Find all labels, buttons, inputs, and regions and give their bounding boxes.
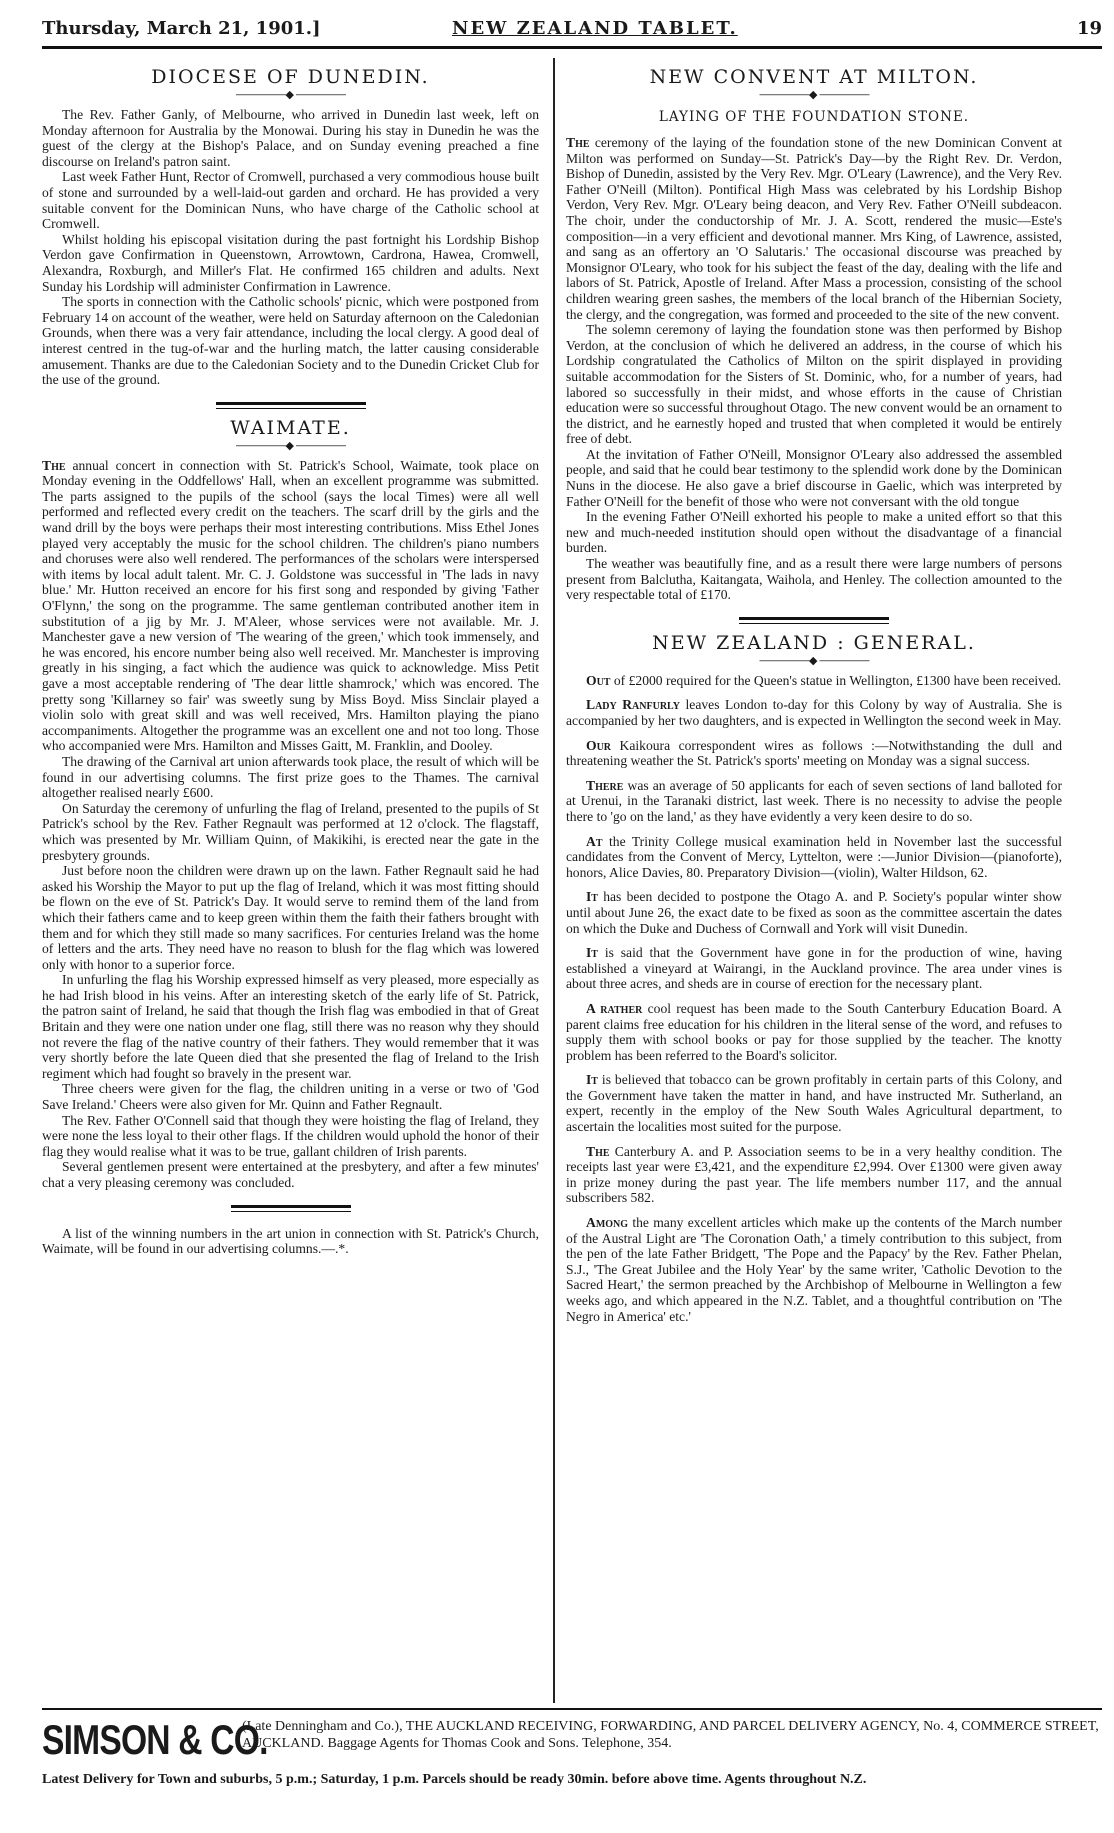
news-item xyxy=(566,834,1062,881)
ornament-divider: ————— ◆ ————— xyxy=(566,654,1062,667)
article-paragraph: The drawing of the Carnival art union afterwards took place, the result of which will be found in our advertising columns. The first prize goes to the Thames. The carnival altogether realised nearly £600. xyxy=(42,753,539,801)
article-heading-milton: NEW CONVENT AT MILTON. xyxy=(649,66,979,88)
article-paragraph: On Saturday the ceremony of unfurling the flag of Ireland, presented to the pupils of St Patrick's school by the Rev. Father Regnault was performed at 12 o'clock. The flagstaff, which was presented by Mr. William Quinn, of Makikihi, is erected near the gate in the presbytery grounds. xyxy=(42,800,539,863)
news-item xyxy=(566,1001,1062,1063)
news-item xyxy=(566,738,1062,769)
lead-word: The xyxy=(586,1143,610,1159)
article-paragraph: The Rev. Father O'Connell said that though they were hoisting the flag of Ireland, they were none the less loyal to their other flags. If the children would uphold the honor of their flag they would realise what it was to be true, gallant children of Irish parents. xyxy=(42,1112,539,1159)
right-column xyxy=(566,58,1062,1703)
item-spacer xyxy=(566,992,1062,1001)
news-item xyxy=(566,1144,1062,1206)
page-number: 19 xyxy=(1076,18,1102,39)
item-spacer xyxy=(566,1063,1062,1072)
advertiser-name: SIMSON & CO. xyxy=(42,1716,268,1763)
lead-word: There xyxy=(586,777,624,793)
news-text: Kaikoura correspondent wires as follows :—Notwithstanding the dull and threatening weather the St. Patrick's sports' meeting on Monday was a signal success. xyxy=(566,737,1062,769)
lead-word: It xyxy=(586,1072,598,1088)
news-text: the many excellent articles which make up the contents of the March number of the Austral Light are 'The Coronation Oath,' a timely contribution to this subject, from the pen of the late Father Bridgett, 'The Pope and the Papacy' by the Rev. Father Phelan, S.J., 'The Great Jubilee and the Holy Year' by the same writer, 'Catholic Devotion to the Sacred Heart,' the sermon preached by the Archbishop of Melbourne in Wellington a few weeks ago, and which appeared in the N.Z. Tablet, and a thoughtful contribution on 'The Negro in America' etc.' xyxy=(566,1215,1062,1324)
item-spacer xyxy=(566,825,1062,834)
item-spacer xyxy=(566,936,1062,945)
article-paragraph: At the invitation of Father O'Neill, Monsignor O'Leary also addressed the assembled people, and said that he could bear testimony to the splendid work done by the Dominican Nuns in the diocese. He also gave a brief discourse in Gaelic, which was interpreted by Father O'Neill for the benefit of those who were not conversant with the old tongue xyxy=(566,446,1062,509)
section-rule xyxy=(231,1205,351,1212)
issue-date: Thursday, March 21, 1901.] xyxy=(42,18,321,39)
news-text: the Trinity College musical examination held in November last the successful candidates from the Convent of Mercy, Lyttelton, were :—Junior Division—(pianoforte), honors, Alice Davies, 80. Preparatory Division—(violin), Walter Hildson, 62. xyxy=(566,833,1062,880)
news-item xyxy=(566,697,1062,728)
masthead xyxy=(42,12,1102,49)
paragraph-text: ceremony of the laying of the foundation stone of the new Dominican Convent at Milton was performed on Sunday—St. Patrick's Day—by the Right Rev. Dr. Verdon, Bishop of Dunedin, assisted by the Very Rev. Mgr. O'Leary (Lawrence), and the Very Rev. Father O'Neill (Milton). Pontifical High Mass was celebrated by his Lordship Bishop Verdon, Very Rev. Mgr. O'Leary being deacon, and Very Rev. Father O'Neill subdeacon. The choir, under the conductorship of Mr. J. A. Scott, rendered the music—Este's composition—in a very efficient and devotional manner. Mrs King, of Lawrence, assisted, and sang as an offertory an 'O Salutaris.' The occasional discourse was preached by Monsignor O'Leary, who took for his subject the feast of the day, dealing with the life and labors of St. Patrick, Apostle of Ireland. After Mass a procession, consisting of the school children wearing green sashes, the members of the local branch of the Hibernian Society, the clergy, and the congregation, was formed and proceeded to the site of the new convent. xyxy=(566,135,1062,322)
item-spacer xyxy=(566,880,1062,889)
ornament-divider: ————— ◆ ————— xyxy=(566,88,1062,101)
lead-word: The xyxy=(42,457,66,473)
item-spacer xyxy=(566,688,1062,697)
article-paragraph: Several gentlemen present were entertained at the presbytery, and after a few minutes' chat a very pleasing ceremony was concluded. xyxy=(42,1159,539,1190)
column-divider xyxy=(553,58,555,1703)
lead-word: Lady Ranfurly xyxy=(586,697,681,713)
paragraph-text: annual concert in connection with St. Patrick's School, Waimate, took place on Monday evening in the Oddfellows' Hall, when an excellent programme was submitted. The parts assigned to the pupils of the school (says the local Times) were all well performed and reflected every credit on the teachers. The scarf drill by the girls and the wand drill by the boys were perhaps their most interesting contributions. Miss Ethel Jones played very acceptably the music for the school children. The children's piano numbers and choruses were also well rendered. The performances of the scholars were interspersed with items by local adult talent. Mr. C. J. Goldstone was successful in 'The lads in navy blue.' Mr. Hutton received an encore for his first song and responded by giving 'Father O'Flynn,' the song on the programme. The same gentleman contributed another item in substitution of a jig by Mr. J. M'Aleer, whose services were not available. Mr. J. Manchester gave a new version of 'The wearing of the green,' which took immensely, and he was encored, his encore number being also well received. Mr. Manchester is improving greatly in his singing, a fact which the audience was quick to acknowledge. Miss Petit gave a most acceptable rendering of 'The dear little shamrock,' which was encored. The pretty song 'Killarney so fair' was sweetly sung by Miss Boyd. Miss Sinclair played a violin solo with great skill and was well received, Mrs. Hamilton playing the piano accompaniments. Altogether the programme was an excellent one and not too long. Those who accompanied were Mrs. Hamilton and Misses Gaitt, M. Franklin, and Dooley. xyxy=(42,457,539,754)
article-paragraph: Three cheers were given for the flag, the children uniting in a verse or two of 'God Save Ireland.' Cheers were also given for Mr. Quinn and Father Regnault. xyxy=(42,1081,539,1113)
item-spacer xyxy=(566,1206,1062,1215)
news-text: was an average of 50 applicants for each of seven sections of land balloted for at Urenui, in the Taranaki district, last week. There is no necessity to advise the people there to 'go on the land,' as they have evidently a very keen desire to do so. xyxy=(566,777,1062,824)
delivery-notice: Latest Delivery for Town and suburbs, 5 p.m.; Saturday, 1 p.m. Parcels should be ready 30min. before above time. Agents throughout N.Z. xyxy=(42,1772,867,1787)
article-subheading: LAYING OF THE FOUNDATION STONE. xyxy=(658,109,970,125)
article-paragraph: The sports in connection with the Catholic schools' picnic, which were postponed from February 14 on account of the weather, were held on Saturday afternoon on the Caledonian Grounds, when there was a very fair attendance, including the local clergy. A good deal of interest centred in the tug-of-war and the hurling match, the latter causing considerable amusement. Thanks are due to the Caledonian Society and to the Dunedin Cricket Club for the use of the ground. xyxy=(42,294,539,388)
lead-word: Our xyxy=(586,737,612,753)
article-paragraph: The solemn ceremony of laying the foundation stone was then performed by Bishop Verdon, at the conclusion of which he delivered an address, in the course of which his Lordship congratulated the Catholics of Milton on the spirit displayed in providing suitable accommodation for the Sisters of St. Dominic, who, for a number of years, had labored so successfully in their midst, and whose efforts in the cause of Christian education were so successful throughout Otago. The new convent would be an ornament to the district, and he earnestly hoped and trusted that when completed it would be entirely free of debt. xyxy=(566,322,1062,447)
news-text: is said that the Government have gone in for the production of wine, having established a vineyard at Wairangi, in the Auckland province. The area under vines is about three acres, and sheds are in course of erection for the necessary plant. xyxy=(566,945,1062,992)
news-item xyxy=(566,673,1062,689)
advertisement-text: (Late Denningham and Co.), THE AUCKLAND RECEIVING, FORWARDING, AND PARCEL DELIVERY AGENCY, No. 4, COMMERCE STREET, AUCKLAND. Baggage Agents for Thomas Cook and Sons. Telephone, 354. xyxy=(242,1719,1099,1751)
ornament-divider: ————— ◆ ————— xyxy=(42,88,539,101)
item-spacer xyxy=(566,729,1062,738)
article-paragraph: The Rev. Father Ganly, of Melbourne, who arrived in Dunedin last week, left on Monday afternoon for Australia by the Monowai. During his stay in Dunedin he was the guest of the clergy at the Bishop's Palace, and on Sunday evening preached a fine discourse on Ireland's patron saint. xyxy=(42,107,539,169)
article-paragraph: Whilst holding his episcopal visitation during the past fortnight his Lordship Bishop Verdon gave Confirmation in Queenstown, Arrowtown, Cardrona, Hawea, Cromwell, Alexandra, Roxburgh, and Miller's Flat. He confirmed 165 children and adults. Next Sunday his Lordship will administer Confirmation in Lawrence. xyxy=(42,231,539,294)
article-paragraph: The weather was beautifully fine, and as a result there were large numbers of persons present from Balclutha, Kaitangata, Waihola, and Henley. The collection amounted to the very respectable total of £170. xyxy=(566,556,1062,603)
article-paragraph xyxy=(566,135,1062,322)
news-text: Canterbury A. and P. Association seems to be in a very healthy condition. The receipts last year were £3,421, and the expenditure £2,994. Over £1300 were given away in prize money during the past year. The life members number 117, and the annual subscribers 582. xyxy=(566,1143,1062,1206)
news-text: is believed that tobacco can be grown profitably in certain parts of this Colony, and the Government have taken the matter in hand, and have instructed Mr. Sutherland, an expert, recently in the employ of the New South Wales Agricultural department, to ascertain the localities most suited for the purpose. xyxy=(566,1072,1062,1135)
lead-word: It xyxy=(586,945,598,961)
news-item xyxy=(566,945,1062,992)
ornament-divider: ————— ◆ ————— xyxy=(42,439,539,452)
closing-note: A list of the winning numbers in the art union in connection with St. Patrick's Church, Waimate, will be found in our advertising columns.—.*. xyxy=(42,1225,539,1257)
lead-word: Out xyxy=(586,672,611,688)
article-paragraph: In unfurling the flag his Worship expressed himself as very pleased, more especially as he had Irish blood in his veins. After an interesting sketch of the early life of St. Patrick, the patron saint of Ireland, he said that though the Irish flag was embodied in that of Great Britain and they were one nation under one flag, still there was no reason why they should not revere the flag of the native country of their fathers. They would remember that it was very shortly before the late Queen died that she presented the flag of Ireland to the Irish regiment which had fought so bravely in the present war. xyxy=(42,972,539,1081)
news-item xyxy=(566,1215,1062,1324)
article-paragraph xyxy=(42,458,539,754)
news-item xyxy=(566,889,1062,936)
article-paragraph: Last week Father Hunt, Rector of Cromwell, purchased a very commodious house built of stone and surrounded by a well-laid-out garden and orchard. He has provided a very suitable convent for the Dominican Nuns, who have charge of the Catholic school at Cromwell. xyxy=(42,169,539,232)
article-paragraph: In the evening Father O'Neill exhorted his people to make a united effort so that this new and much-needed institution should open without the disadvantage of a financial burden. xyxy=(566,509,1062,556)
lead-word: The xyxy=(566,135,590,150)
advertisement-footer xyxy=(42,1716,1102,1796)
article-heading-general: NEW ZEALAND : GENERAL. xyxy=(652,631,976,654)
section-rule xyxy=(216,402,366,409)
article-heading-waimate: WAIMATE. xyxy=(230,416,351,439)
footer-rule xyxy=(42,1708,1102,1710)
left-column xyxy=(42,58,539,1703)
publication-title: NEW ZEALAND TABLET. xyxy=(452,18,738,39)
lead-word: A rather xyxy=(586,1000,643,1016)
article-heading-dunedin: DIOCESE OF DUNEDIN. xyxy=(151,66,430,88)
section-rule xyxy=(739,617,889,624)
news-text: has been decided to postpone the Otago A. and P. Society's popular winter show until about June 26, the exact date to be fixed as soon as the committee ascertain the dates on which the Duke and Duchess of Cornwall and York will visit Dunedin. xyxy=(566,889,1062,936)
news-item xyxy=(566,1072,1062,1134)
item-spacer xyxy=(566,1135,1062,1144)
news-item xyxy=(566,778,1062,825)
item-spacer xyxy=(566,769,1062,778)
lead-word: It xyxy=(586,889,598,905)
news-text: leaves London to-day for this Colony by way of Australia. She is accompanied by her two daughters, and is expected in Wellington the second week in May. xyxy=(566,697,1062,728)
news-text: of £2000 required for the Queen's statue in Wellington, £1300 have been received. xyxy=(613,672,1062,688)
lead-word: At xyxy=(586,833,603,849)
news-text: cool request has been made to the South Canterbury Education Board. A parent claims free education for his children in the literal sense of the word, and refuses to supply them with school books or pay for those supplied by the teacher. The knotty problem has been referred to the Board's solicitor. xyxy=(566,1000,1062,1063)
article-paragraph: Just before noon the children were drawn up on the lawn. Father Regnault said he had asked his Worship the Mayor to put up the flag of Ireland, which it was most fitting should be flown on the eve of St. Patrick's Day. It would serve to remind them of the land from which their fathers came and to keep green within them the faith their fathers brought with them and for which they still made so many sacrifices. For centuries Ireland was the home of letters and the arts. They need have no reason to blush for the flag which was lowered only with honor to a superior force. xyxy=(42,863,539,972)
lead-word: Among xyxy=(586,1215,629,1231)
